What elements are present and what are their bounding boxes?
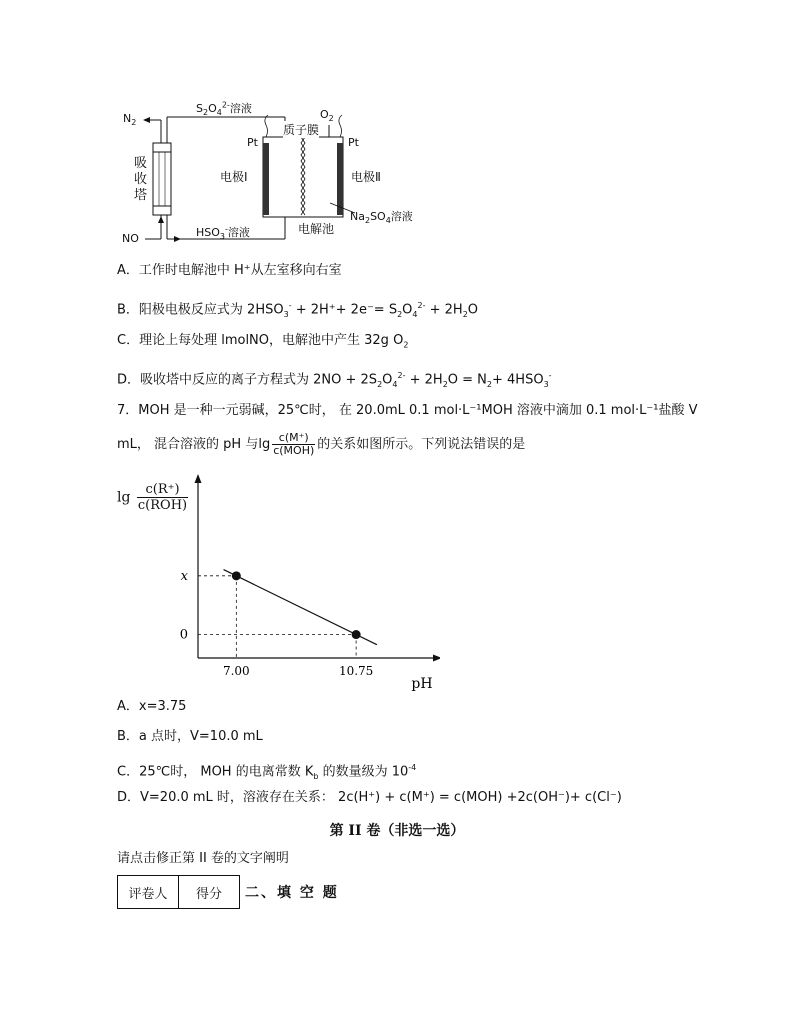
electrolysis-diagram bbox=[115, 95, 455, 255]
absorption-tower bbox=[153, 143, 171, 215]
y-tick-label-0: x bbox=[180, 568, 188, 584]
q6-option-c: C．理论上每处理 lmolNO，电解池中产生 32g $O_2$ bbox=[117, 333, 409, 350]
no-label: NO bbox=[122, 232, 139, 245]
ph-chart bbox=[170, 468, 440, 693]
part-title: 二、填 空 题 bbox=[245, 885, 339, 901]
data-point-0 bbox=[232, 571, 241, 580]
q7-option-d: D．V=20.0 mL 时，溶液存在关系： 2c(H⁺) + c(M⁺) = c(MOH) +2c(OH⁻)+ c(Cl⁻) bbox=[117, 790, 622, 805]
electrode-i bbox=[263, 143, 269, 215]
q7-option-b: B．a 点时，V=10.0 mL bbox=[117, 729, 263, 744]
x-axis-arrow bbox=[433, 655, 440, 662]
hso3-label: $HSO_3^-$溶液 bbox=[196, 224, 250, 242]
na2so4-label: $Na_2SO_4$溶液 bbox=[350, 210, 413, 226]
score-table bbox=[117, 875, 240, 909]
x-tick-label-1: 10.75 bbox=[338, 664, 374, 678]
q6-option-d: D．吸收塔中反应的离子方程式为 $2NO + 2S_2O_4^{2-} + 2H_2O = N_2+ 4HSO_3^-$ bbox=[117, 371, 552, 389]
s2o4-label: $S_2O_4^{2-}$溶液 bbox=[196, 100, 252, 118]
n2-label: $N_2$ bbox=[123, 112, 137, 128]
q7-option-a: A．x=3.75 bbox=[117, 699, 187, 714]
grader-cell: 评卷人 bbox=[118, 876, 179, 909]
electrode-ii bbox=[337, 143, 343, 215]
y-axis-arrow bbox=[195, 474, 202, 483]
section-title: 第 II 卷（非选一选） bbox=[329, 823, 465, 839]
score-cell: 得分 bbox=[179, 876, 240, 909]
tower-label: 吸 收 塔 bbox=[134, 156, 148, 203]
pt-right-label: Pt bbox=[348, 136, 359, 149]
o2-label: $O_2$ bbox=[320, 108, 334, 124]
x-tick-label-0: 7.00 bbox=[222, 664, 250, 678]
section-note: 请点击修正第 II 卷的文字阐明 bbox=[117, 851, 289, 866]
q6-option-a: A．工作时电解池中 H⁺从左室移向右室 bbox=[117, 263, 342, 278]
electrode-i-label: 电极Ⅰ bbox=[220, 170, 248, 184]
membrane-label: 质子膜 bbox=[283, 123, 320, 137]
electrode-ii-label: 电极Ⅱ bbox=[351, 170, 381, 184]
q7-option-c: C．25℃时， MOH 的电离常数 $K_b$ 的数量级为 $10^{-4}$ bbox=[117, 763, 417, 781]
q6-option-b: B．阳极电极反应式为 $2HSO_3^- + 2H^++ 2e^-= S_2O_4^{2-} + 2H_2O$ bbox=[117, 301, 479, 319]
n2-arrowhead bbox=[143, 117, 150, 123]
pt-left-label: Pt bbox=[247, 136, 258, 149]
q7-stem-line2: mL， 混合溶液的 pH 与lg $\frac{c(M^+)}{\text{c(MOH)}}$ 的关系如图所示。下列说法错误的是 bbox=[117, 431, 526, 457]
x-axis-label: pH bbox=[411, 676, 433, 692]
y-tick-label-1: 0 bbox=[179, 627, 188, 643]
chart-ylabel: lg $\frac{c(R^+)}{\text{c(ROH)}}$ bbox=[117, 482, 188, 513]
data-point-1 bbox=[352, 630, 361, 639]
cell-label: 电解池 bbox=[298, 222, 335, 236]
q7-stem-line1: 7．MOH 是一种一元弱碱，25℃时， 在 20.0mL 0.1 mol·L⁻¹MOH 溶液中滴加 0.1 mol·L⁻¹盐酸 V bbox=[117, 403, 698, 418]
electrolysis-cell bbox=[263, 137, 343, 217]
q7-stem-fraction: $\frac{c(M^+)}{\text{c(MOH)}}$ bbox=[273, 431, 315, 457]
